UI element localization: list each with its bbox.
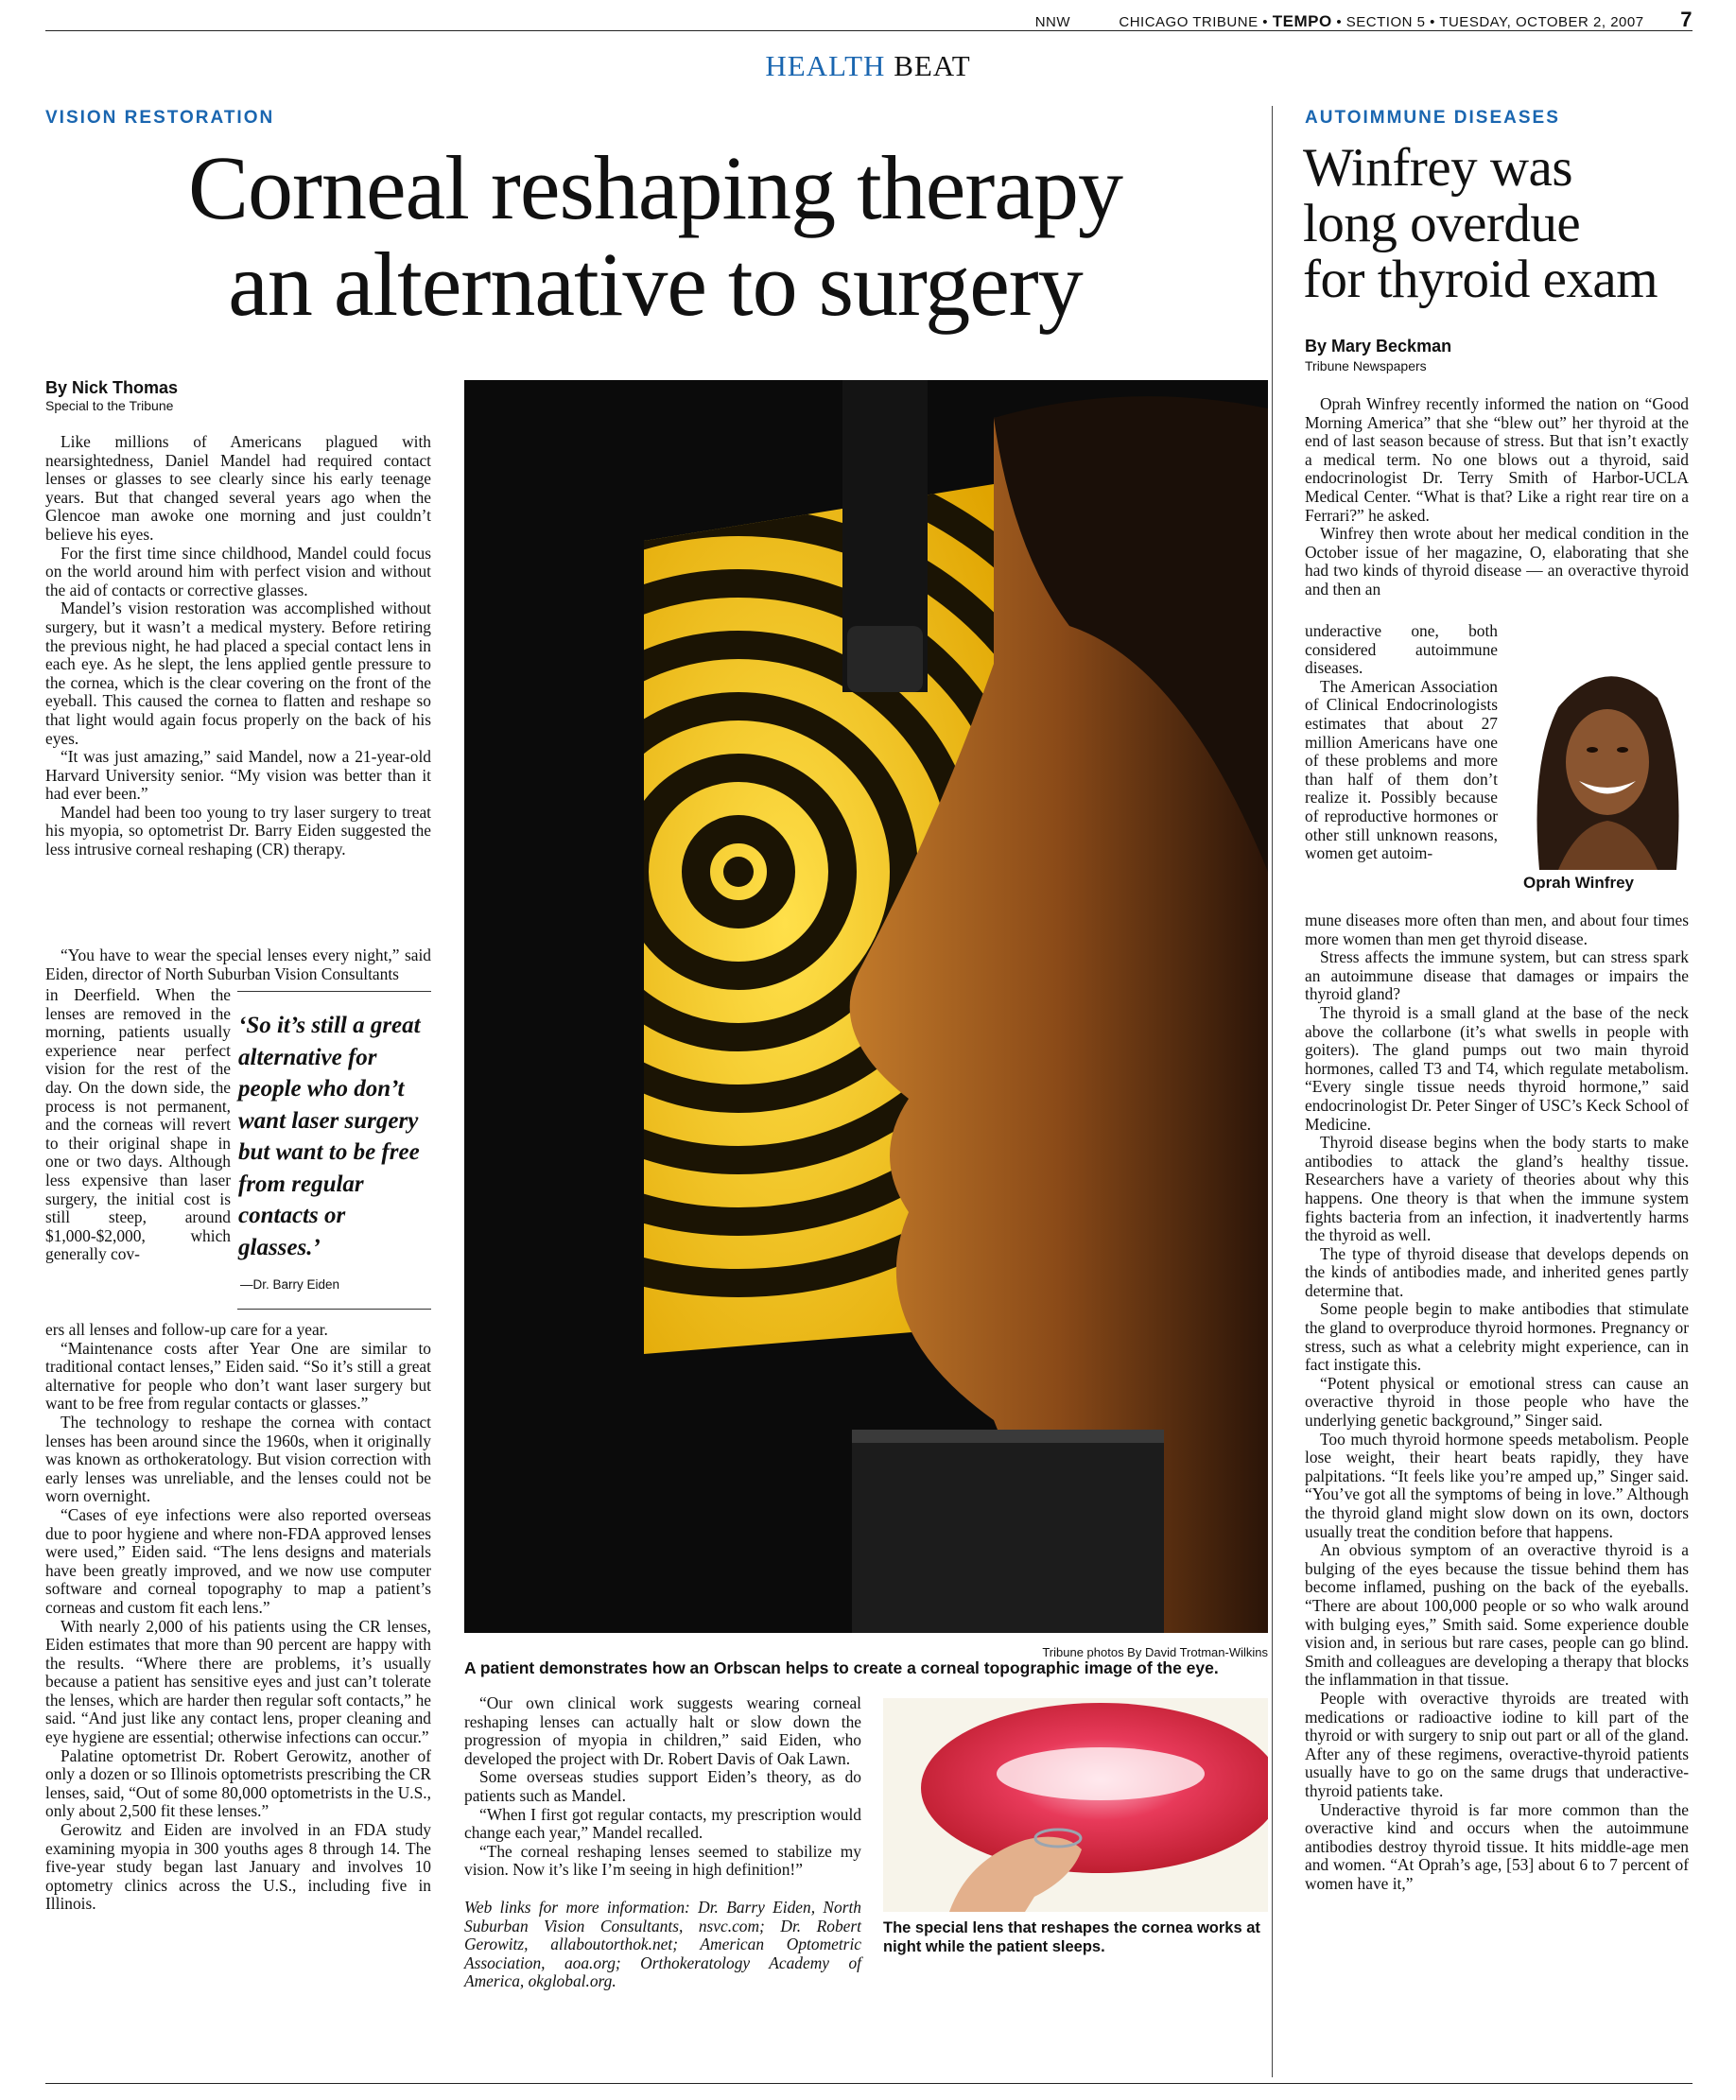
headline-line: Winfrey was <box>1303 138 1573 198</box>
paragraph: For the first time since childhood, Mandel could focus on the world around him with perfect vision and without the aid of contacts or corrective glasses. <box>45 543 431 599</box>
photo-caption: The special lens that reshapes the cornea works at night while the patient sleeps. <box>883 1919 1260 1955</box>
paragraph: The American Association of Clinical Endocrinologists estimates that about 27 million Americans have one of these problems and more than half of them don’t realize it. Possibly because of reproductive hormones or other still unknown reasons, women get autoim- <box>1305 676 1498 863</box>
headline-line: an alternative to surgery <box>228 234 1083 335</box>
main-column-1-cont <box>45 946 431 983</box>
paragraph: “Our own clinical work suggests wearing corneal reshaping lenses can actually halt or slow down the progression of myopia in children,” said Eiden, who developed the project with Dr. Robert Davis of Oak Lawn. <box>464 1693 861 1768</box>
folio-separator: • <box>1430 14 1435 30</box>
paragraph: People with overactive thyroids are treated with medications or radioactive iodine to kill part of the thyroid or with surgery to snip out part or all of the gland. After any of these regimens, overactive-thyroid patients usually have to go on the same drugs that underactive-thyroid patients take. <box>1305 1688 1689 1800</box>
pull-quote: ‘So it’s still a great alternative for people who don’t want laser surgery but want to be free from regular contacts or glasses.’ <box>238 1013 421 1260</box>
paragraph: Winfrey then wrote about her medical condition in the October issue of her magazine, O, elaborating that she had two kinds of thyroid disease — an overactive thyroid and then an <box>1305 524 1689 599</box>
main-column-2 <box>464 1694 861 1991</box>
contact-lens-photo <box>883 1698 1268 1912</box>
paragraph: An obvious symptom of an overactive thyroid is a bulging of the eyes because the tissue behind them has become inflamed, pushing on the back of the eyeballs. “There are about 100,000 people or so who walk around with bulging eyes,” Smith said. Some experience double vision and, in serious but rare cases, people can go blind. Smith and colleagues are developing a therapy that blocks the inflammation in that tissue. <box>1305 1540 1689 1690</box>
paragraph: Some people begin to make antibodies that stimulate the gland to overproduce thyroid hormones. Pregnancy or stress, such as what a celebrity might experience, can in fact instigate this. <box>1305 1299 1689 1375</box>
main-column-1 <box>45 433 431 859</box>
section-name-beat: BEAT <box>894 49 971 82</box>
folio-rule <box>45 30 1693 31</box>
paragraph: “Cases of eye infections were also reported overseas due to poor hygiene and where non-FDA approved lenses were used,” Eiden said. “The lens designs and materials have been greatly improved, and we now use computer software and corneal topography to map a patient’s corneas and custom fit each lens.” <box>45 1504 431 1617</box>
paragraph: “Potent physical or emotional stress can cause an overactive thyroid in those people who have the underlying genetic background,” Singer said. <box>1305 1373 1689 1431</box>
folio-separator: • <box>1262 14 1269 30</box>
side-byline: By Mary Beckman <box>1305 337 1452 356</box>
main-headline <box>45 137 1265 335</box>
contact-lens-photo-illustration <box>883 1698 1268 1912</box>
folio-separator: • <box>1336 14 1343 30</box>
main-kicker: VISION RESTORATION <box>45 108 275 128</box>
paragraph: Oprah Winfrey recently informed the nation on “Good Morning America” that she “blew out” her thyroid at the end of last season because of stress. But that isn’t exactly a medical term. No one blows out a thyroid, said endocrinologist Dr. Terry Smith of Harbor-UCLA Medical Center. “What is that? Like a right rear tire on a Ferrari?” he asked. <box>1305 394 1689 525</box>
side-kicker: AUTOIMMUNE DISEASES <box>1305 108 1560 128</box>
paragraph: Mandel had been too young to try laser surgery to treat his myopia, so optometrist Dr. Barry Eiden suggested the less intrusive corneal reshaping (CR) therapy. <box>45 802 431 859</box>
section-title: TEMPO <box>1272 12 1332 30</box>
paragraph: Gerowitz and Eiden are involved in an FDA study examining myopia in 300 youths ages 8 through 14. The five-year study began last January and involves 10 optometry clinics across the U.S., including five in Illinois. <box>45 1820 431 1914</box>
side-column <box>1305 395 1689 599</box>
portrait-illustration <box>1520 651 1691 870</box>
orbscan-photo <box>464 380 1268 1633</box>
paragraph: underactive one, both considered autoimmune diseases. <box>1305 621 1498 678</box>
paragraph: Too much thyroid hormone speeds metabolism. People lose weight, their heart beats rapidly, they have palpitations. “It feels like you’re amped up,” Singer said. “You’ve got all the symptoms of being in love.” Although the thyroid gland might slow down on its own, doctors usually treat the condition before that happens. <box>1305 1429 1689 1541</box>
section-number: SECTION 5 <box>1345 14 1426 30</box>
pull-quote-rule <box>237 991 431 992</box>
main-column-1-lower <box>45 1321 431 1914</box>
paragraph: Like millions of Americans plagued with nearsightedness, Daniel Mandel had required contact lenses or glasses to see clearly since his early teenage years. But that changed several years ago when the Glencoe man awoke one morning and just couldn’t believe his eyes. <box>45 432 431 544</box>
headline-line: for thyroid exam <box>1303 250 1658 309</box>
column-divider <box>1272 106 1273 2077</box>
photo-caption: Oprah Winfrey <box>1523 874 1634 892</box>
edition-code: NNW <box>1034 14 1071 30</box>
headline-line: Corneal reshaping therapy <box>188 137 1122 238</box>
issue-date: TUESDAY, OCTOBER 2, 2007 <box>1439 14 1644 30</box>
side-byline-credit: Tribune Newspapers <box>1305 358 1427 373</box>
bottom-rule <box>45 2083 1693 2084</box>
paragraph: ers all lenses and follow-up care for a year. <box>45 1320 328 1339</box>
paragraph: Thyroid disease begins when the body starts to make antibodies to attack the gland’s healthy tissue. Researchers have a variety of theories about why this happens. One theory is that when the immune system fights bacteria from an infection, it inadvertently harms the thyroid as well. <box>1305 1133 1689 1245</box>
page-number: 7 <box>1680 8 1693 31</box>
paragraph: mune diseases more often than men, and about four times more women than men get thyroid disease. <box>1305 911 1689 948</box>
section-name-health: HEALTH <box>765 49 886 82</box>
pull-quote-attribution: —Dr. Barry Eiden <box>240 1277 340 1292</box>
paragraph: Underactive thyroid is far more common than the overactive kind and occurs when the autoimmune antibodies destroy thyroid tissue. It hits middle-age men and women. “At Oprah’s age, [53] about 6 to 7 percent of women have it,” <box>1305 1799 1689 1893</box>
side-headline <box>1303 140 1700 307</box>
main-byline: By Nick Thomas <box>45 378 179 397</box>
photo-credit: Tribune photos By David Trotman-Wilkins <box>1042 1645 1268 1659</box>
paragraph: The technology to reshape the cornea with contact lenses has been around since the 1960s, when it originally was known as orthokeratology. But vision correction with early lenses was unreliable, and the lenses could not be worn overnight. <box>45 1412 431 1506</box>
paper-name: CHICAGO TRIBUNE <box>1119 14 1259 30</box>
paragraph: in Deerfield. When the lenses are removed in the morning, patients usually experience near perfect vision for the rest of the day. On the down side, the process is not permanent, and the corneas will revert to their original shape in one or two days. Although less expensive than laser surgery, the initial cost is still steep, around $1,000-$2,000, which generally cov- <box>45 985 231 1264</box>
paragraph: With nearly 2,000 of his patients using the CR lenses, Eiden estimates that more than 90 percent are happy with the results. “Where there are problems, it’s usually because a patient has sensitive eyes and just can’t tolerate the lenses, which are harder then regular soft contacts,” he said. “And just like any contact lens, proper cleaning and eye hygiene are essential; otherwise infections can occur.” <box>45 1616 431 1747</box>
web-links: Web links for more information: Dr. Barry Eiden, North Suburban Vision Consultants, nsvc.com; Dr. Robert Gerowitz, allaboutorthok.net; American Optometric Association, aoa.org; Orthokeratology Academy of America, okglobal.org. <box>464 1897 861 1991</box>
paragraph: Palatine optometrist Dr. Robert Gerowitz, another of only a dozen or so Illinois optometrists prescribing the CR lenses, said, “Out of some 80,000 optometrists in the U.S., only about 2,500 fit these lenses.” <box>45 1745 431 1821</box>
paragraph: The type of thyroid disease that develops depends on the kinds of antibodies made, and inherited genes partly determine that. <box>1305 1243 1689 1300</box>
main-byline-credit: Special to the Tribune <box>45 398 174 413</box>
paragraph: “It was just amazing,” said Mandel, now a 21-year-old Harvard University senior. “My vision was better than it had ever been.” <box>45 747 431 804</box>
section-name <box>0 49 1736 83</box>
oprah-winfrey-photo <box>1520 651 1691 870</box>
side-column-cont <box>1305 911 1689 1893</box>
paragraph: “When I first got regular contacts, my prescription would change each year,” Mandel recalled. <box>464 1804 861 1843</box>
paragraph: Stress affects the immune system, but can stress spark an autoimmune disease that damages or impairs the thyroid gland? <box>1305 947 1689 1004</box>
main-column-1-wrap <box>45 986 231 1264</box>
folio-line <box>45 8 1693 31</box>
headline-line: long overdue <box>1303 194 1581 253</box>
paragraph: “Maintenance costs after Year One are similar to traditional contact lenses,” Eiden said. “So it’s still a great alternative for people who don’t want laser surgery but want to be free from regular contacts or glasses.” <box>45 1338 431 1414</box>
paragraph: The thyroid is a small gland at the base of the neck above the collarbone (it’s what swells in people with goiters). The gland pumps out two main thyroid hormones, called T3 and T4, which regulate metabolism. “Every single tissue needs thyroid hormone,” said endocrinologist Dr. Peter Singer of USC’s Keck School of Medicine. <box>1305 1002 1689 1134</box>
paragraph: Some overseas studies support Eiden’s theory, as do patients such as Mandel. <box>464 1767 861 1805</box>
paragraph: “The corneal reshaping lenses seemed to stabilize my vision. Now it’s like I’m seeing in high definition!” <box>464 1841 861 1880</box>
paragraph: Mandel’s vision restoration was accomplished without surgery, but it wasn’t a medical mystery. Before retiring the previous night, he had placed a special contact lens in each eye. As he slept, the lens applied gentle pressure to the cornea, which is the clear covering on the front of the eyeball. This caused the cornea to flatten and reshape so that light would again focus properly on the back of his eyes. <box>45 599 431 748</box>
orbscan-photo-illustration <box>464 380 1268 1633</box>
photo-caption: A patient demonstrates how an Orbscan helps to create a corneal topographic image of the eye. <box>464 1658 1219 1677</box>
paragraph: “You have to wear the special lenses every night,” said Eiden, director of North Suburban Vision Consultants <box>45 946 431 983</box>
pull-quote-rule <box>237 1309 431 1310</box>
side-column-wrap <box>1305 622 1498 863</box>
